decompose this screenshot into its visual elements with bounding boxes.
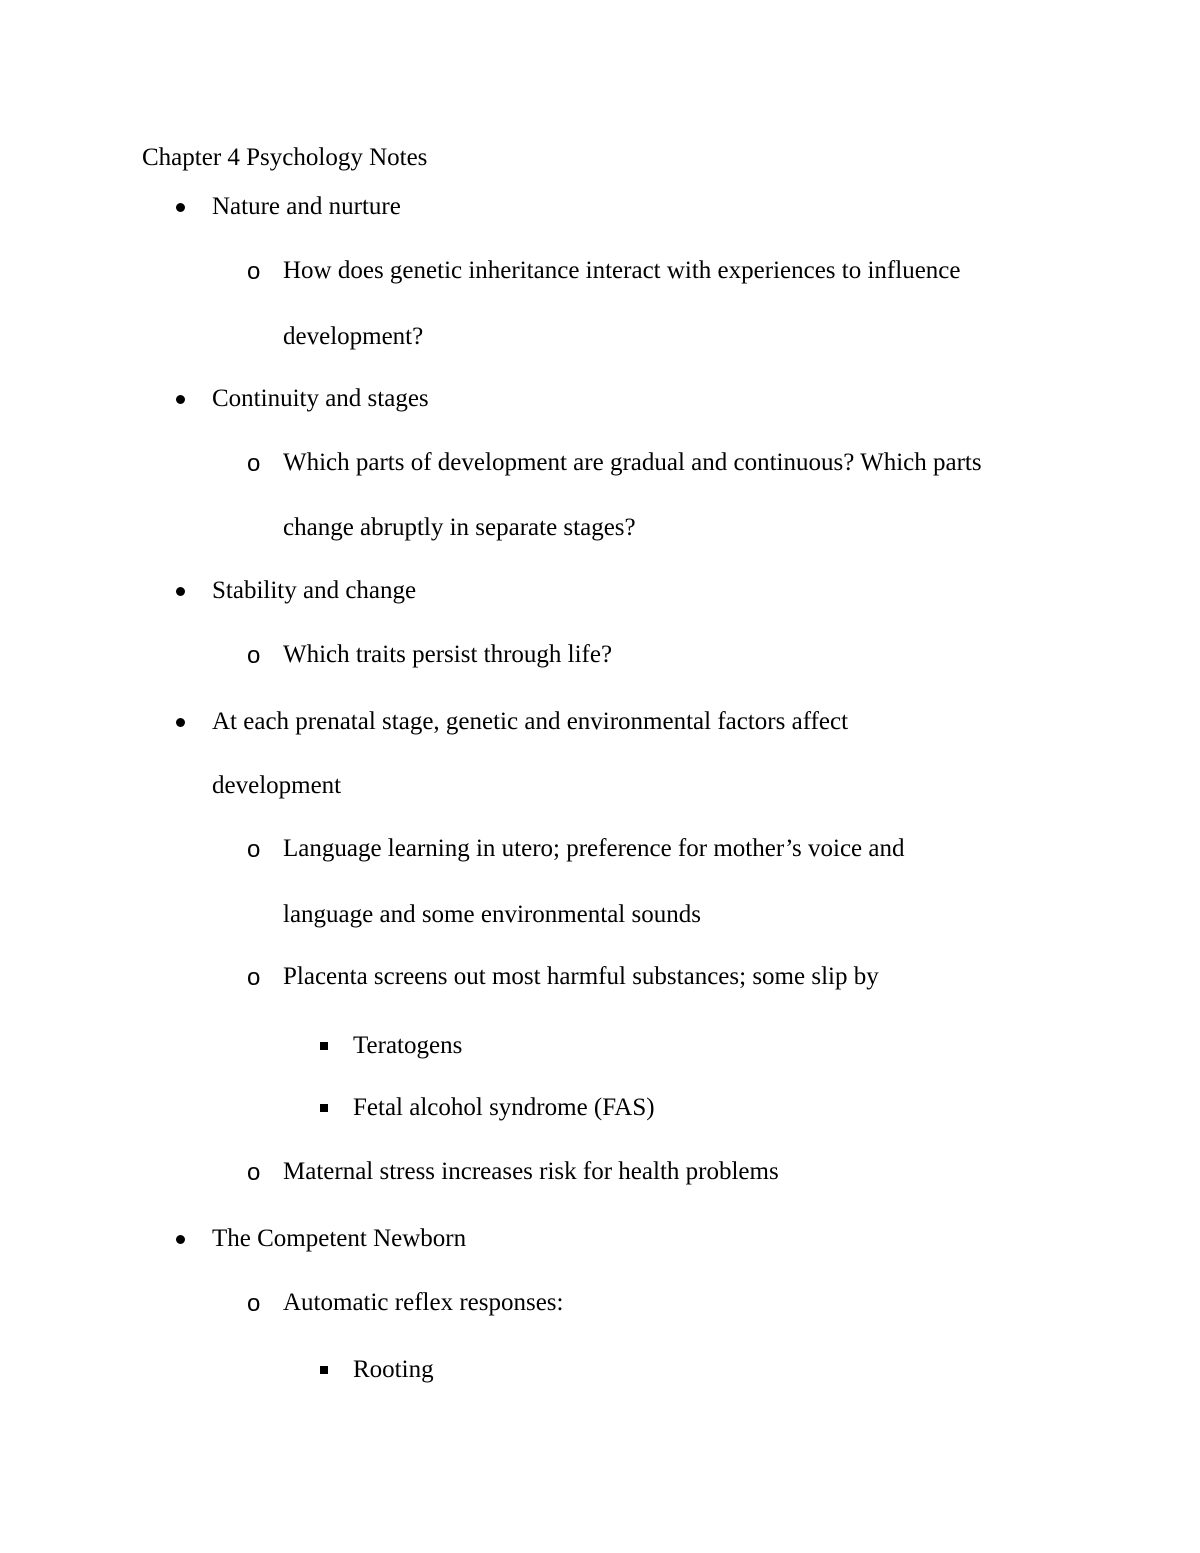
bullet-circle-icon: o bbox=[247, 450, 261, 477]
bullet-circle-icon: o bbox=[247, 1290, 261, 1317]
bullet-disc-icon bbox=[176, 587, 185, 596]
list-item: Rooting bbox=[353, 1356, 434, 1383]
list-item-continuation: change abruptly in separate stages? bbox=[283, 514, 636, 541]
list-item-continuation: development? bbox=[283, 323, 424, 350]
list-item: Language learning in utero; preference for mother’s voice and bbox=[283, 835, 905, 862]
list-item: Maternal stress increases risk for health problems bbox=[283, 1158, 779, 1185]
bullet-circle-icon: o bbox=[247, 1159, 261, 1186]
bullet-disc-icon bbox=[176, 718, 185, 727]
bullet-circle-icon: o bbox=[247, 642, 261, 669]
list-item: Stability and change bbox=[212, 577, 417, 604]
bullet-disc-icon bbox=[176, 1235, 185, 1244]
bullet-square-icon bbox=[320, 1104, 328, 1112]
bullet-square-icon bbox=[320, 1366, 328, 1374]
list-item: Placenta screens out most harmful substances; some slip by bbox=[283, 963, 879, 990]
bullet-circle-icon: o bbox=[247, 964, 261, 991]
bullet-square-icon bbox=[320, 1042, 328, 1050]
list-item: At each prenatal stage, genetic and environmental factors affect bbox=[212, 708, 849, 735]
bullet-circle-icon: o bbox=[247, 836, 261, 863]
page-title: Chapter 4 Psychology Notes bbox=[142, 144, 428, 171]
list-item: Automatic reflex responses: bbox=[283, 1289, 564, 1316]
list-item-continuation: development bbox=[212, 772, 342, 799]
list-item: Which parts of development are gradual and continuous? Which parts bbox=[283, 449, 982, 476]
list-item: Nature and nurture bbox=[212, 193, 401, 220]
list-item: Fetal alcohol syndrome (FAS) bbox=[353, 1094, 655, 1121]
bullet-circle-icon: o bbox=[247, 258, 261, 285]
bullet-disc-icon bbox=[176, 203, 185, 212]
list-item: Teratogens bbox=[353, 1032, 463, 1059]
bullet-disc-icon bbox=[176, 395, 185, 404]
list-item: Which traits persist through life? bbox=[283, 641, 613, 668]
list-item: How does genetic inheritance interact with experiences to influence bbox=[283, 257, 961, 284]
list-item: The Competent Newborn bbox=[212, 1225, 467, 1252]
list-item: Continuity and stages bbox=[212, 385, 429, 412]
list-item-continuation: language and some environmental sounds bbox=[283, 901, 701, 928]
